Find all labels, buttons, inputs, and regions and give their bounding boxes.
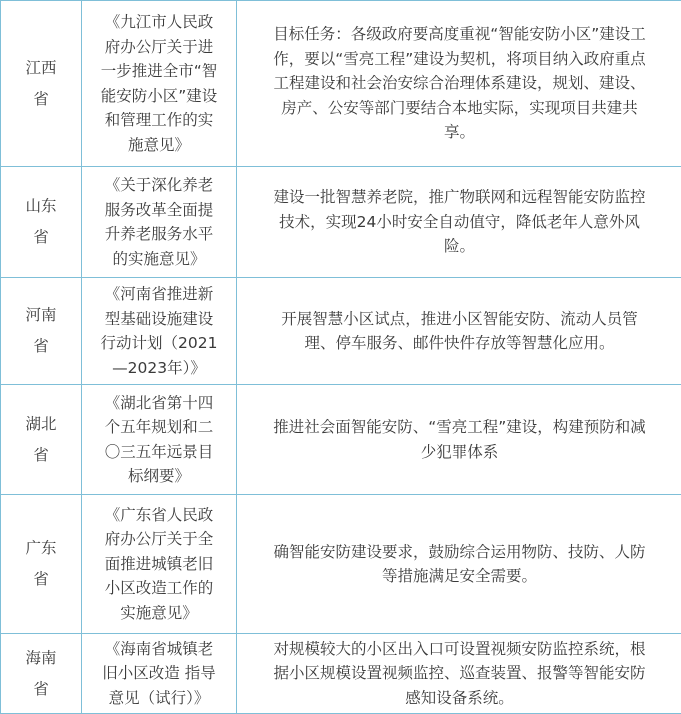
document-title: 《广东省人民政府办公厅关于全面推进城镇老旧小区改造工作的实施意见》: [104, 505, 214, 622]
province-name: 湖北省: [25, 414, 57, 464]
document-cell: [82, 278, 237, 385]
table-row: [1, 278, 681, 385]
province-cell: [1, 495, 82, 634]
document-title: 《关于深化养老服务改革全面提升养老服务水平的实施意见》: [104, 176, 214, 268]
table-row: [1, 634, 681, 714]
table-row: [1, 495, 681, 634]
content-cell: [237, 634, 681, 714]
province-cell: [1, 1, 82, 167]
province-cell: [1, 167, 82, 278]
province-name: 山东省: [25, 197, 57, 246]
table-row: [1, 167, 681, 278]
province-name: 江西省: [25, 58, 57, 108]
content-cell: [237, 1, 681, 167]
province-cell: [1, 385, 82, 495]
policy-content: 推进社会面智能安防、“雪亮工程”建设，构建预防和减少犯罪体系: [273, 418, 646, 461]
province-cell: [1, 634, 82, 714]
policy-content: 开展智慧小区试点，推进小区智能安防、流动人员管理、停车服务、邮件快件存放等智慧化应用。: [281, 309, 638, 352]
document-cell: [82, 167, 237, 278]
content-cell: [237, 278, 681, 385]
policy-content: 建设一批智慧养老院，推广物联网和远程智能安防监控技术，实现24小时安全自动值守，降低老年人意外风险。: [273, 188, 646, 256]
province-cell: [1, 278, 82, 385]
document-title: 《河南省推进新型基础设施建设行动计划（2021—2023年）》: [100, 285, 218, 377]
content-cell: [237, 385, 681, 495]
document-title: 《湖北省第十四个五年规划和二〇三五年远景目标纲要》: [104, 393, 214, 485]
table-row: [1, 1, 681, 167]
province-name: 广东省: [25, 539, 57, 588]
province-name: 海南省: [25, 648, 57, 698]
document-title: 《九江市人民政府办公厅关于进一步推进全市“智能安防小区”建设和管理工作的实施意见》: [100, 13, 218, 154]
document-title: 《海南省城镇老旧小区改造 指导意见（试行）》: [102, 639, 216, 707]
policy-content: 确智能安防建设要求，鼓励综合运用物防、技防、人防等措施满足安全需要。: [273, 542, 646, 585]
province-name: 河南省: [25, 306, 57, 355]
table-row: [1, 385, 681, 495]
document-cell: [82, 634, 237, 714]
content-cell: [237, 167, 681, 278]
content-cell: [237, 495, 681, 634]
document-cell: [82, 495, 237, 634]
document-cell: [82, 1, 237, 167]
policy-content: 目标任务：各级政府要高度重视“智能安防小区”建设工作，要以“雪亮工程”建设为契机，将项目纳入政府重点工程建设和社会治安综合治理体系建设，规划、建设、房产、公安等部门要结合本地实际，实现项目共建共享。: [273, 25, 646, 142]
policy-content: 对规模较大的小区出入口可设置视频安防监控系统，根据小区规模设置视频监控、巡查装置、报警等智能安防感知设备系统。: [273, 639, 646, 707]
document-cell: [82, 385, 237, 495]
